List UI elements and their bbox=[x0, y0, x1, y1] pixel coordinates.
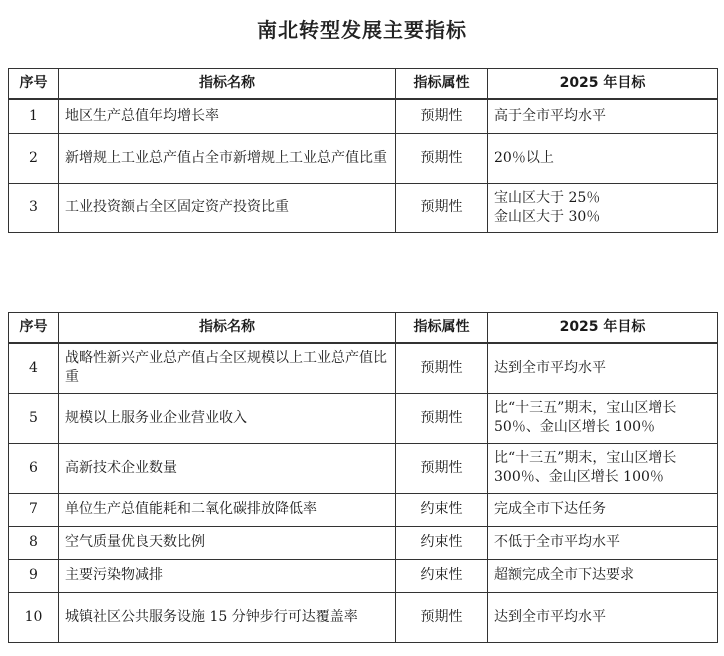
row-name: 地区生产总值年均增长率 bbox=[59, 99, 396, 133]
row-name: 工业投资额占全区固定资产投资比重 bbox=[59, 183, 396, 232]
row-target: 比“十三五”期末，宝山区增长 300％、金山区增长 100％ bbox=[488, 443, 718, 493]
row-name: 战略性新兴产业总产值占全区规模以上工业总产值比重 bbox=[59, 343, 396, 393]
row-name: 新增规上工业总产值占全市新增规上工业总产值比重 bbox=[59, 133, 396, 183]
row-index: 6 bbox=[9, 443, 59, 493]
table-row bbox=[9, 133, 718, 183]
page-title: 南北转型发展主要指标 bbox=[257, 18, 467, 42]
row-attr: 预期性 bbox=[396, 592, 488, 642]
row-attr: 约束性 bbox=[396, 526, 488, 559]
row-attr: 预期性 bbox=[396, 133, 488, 183]
row-target: 达到全市平均水平 bbox=[488, 592, 718, 642]
header-name: 指标名称 bbox=[59, 69, 396, 100]
table-header-row bbox=[9, 69, 718, 100]
table-row bbox=[9, 99, 718, 133]
row-target: 高于全市平均水平 bbox=[488, 99, 718, 133]
table-row bbox=[9, 393, 718, 443]
table-row bbox=[9, 592, 718, 642]
table-row bbox=[9, 343, 718, 393]
row-target: 超额完成全市下达要求 bbox=[488, 559, 718, 592]
row-index: 4 bbox=[9, 343, 59, 393]
header-attr: 指标属性 bbox=[396, 313, 488, 344]
row-attr: 预期性 bbox=[396, 443, 488, 493]
row-index: 9 bbox=[9, 559, 59, 592]
header-index: 序号 bbox=[9, 313, 59, 344]
row-index: 5 bbox=[9, 393, 59, 443]
row-attr: 预期性 bbox=[396, 183, 488, 232]
header-target: 2025 年目标 bbox=[488, 313, 718, 344]
row-attr: 预期性 bbox=[396, 99, 488, 133]
row-index: 2 bbox=[9, 133, 59, 183]
header-target: 2025 年目标 bbox=[488, 69, 718, 100]
indicator-table-1 bbox=[8, 68, 718, 233]
row-name: 高新技术企业数量 bbox=[59, 443, 396, 493]
row-attr: 预期性 bbox=[396, 343, 488, 393]
table-row bbox=[9, 493, 718, 526]
row-name: 城镇社区公共服务设施 15 分钟步行可达覆盖率 bbox=[59, 592, 396, 642]
row-name: 空气质量优良天数比例 bbox=[59, 526, 396, 559]
row-index: 1 bbox=[9, 99, 59, 133]
row-name: 规模以上服务业企业营业收入 bbox=[59, 393, 396, 443]
row-target: 比“十三五”期末，宝山区增长 50％、金山区增长 100％ bbox=[488, 393, 718, 443]
row-index: 10 bbox=[9, 592, 59, 642]
row-index: 7 bbox=[9, 493, 59, 526]
row-target: 20％以上 bbox=[488, 133, 718, 183]
row-target bbox=[488, 183, 718, 232]
row-attr: 预期性 bbox=[396, 393, 488, 443]
table-row bbox=[9, 526, 718, 559]
target-line: 金山区大于 30％ bbox=[494, 208, 601, 225]
row-attr: 约束性 bbox=[396, 493, 488, 526]
indicator-table-2 bbox=[8, 312, 718, 643]
target-line: 宝山区大于 25％ bbox=[494, 189, 601, 206]
row-name: 单位生产总值能耗和二氧化碳排放降低率 bbox=[59, 493, 396, 526]
row-target: 不低于全市平均水平 bbox=[488, 526, 718, 559]
table-header-row bbox=[9, 313, 718, 344]
row-index: 8 bbox=[9, 526, 59, 559]
row-attr: 约束性 bbox=[396, 559, 488, 592]
header-name: 指标名称 bbox=[59, 313, 396, 344]
table-row bbox=[9, 443, 718, 493]
header-attr: 指标属性 bbox=[396, 69, 488, 100]
table-row bbox=[9, 183, 718, 232]
row-target: 完成全市下达任务 bbox=[488, 493, 718, 526]
row-target: 达到全市平均水平 bbox=[488, 343, 718, 393]
row-name: 主要污染物减排 bbox=[59, 559, 396, 592]
table-row bbox=[9, 559, 718, 592]
header-index: 序号 bbox=[9, 69, 59, 100]
row-index: 3 bbox=[9, 183, 59, 232]
